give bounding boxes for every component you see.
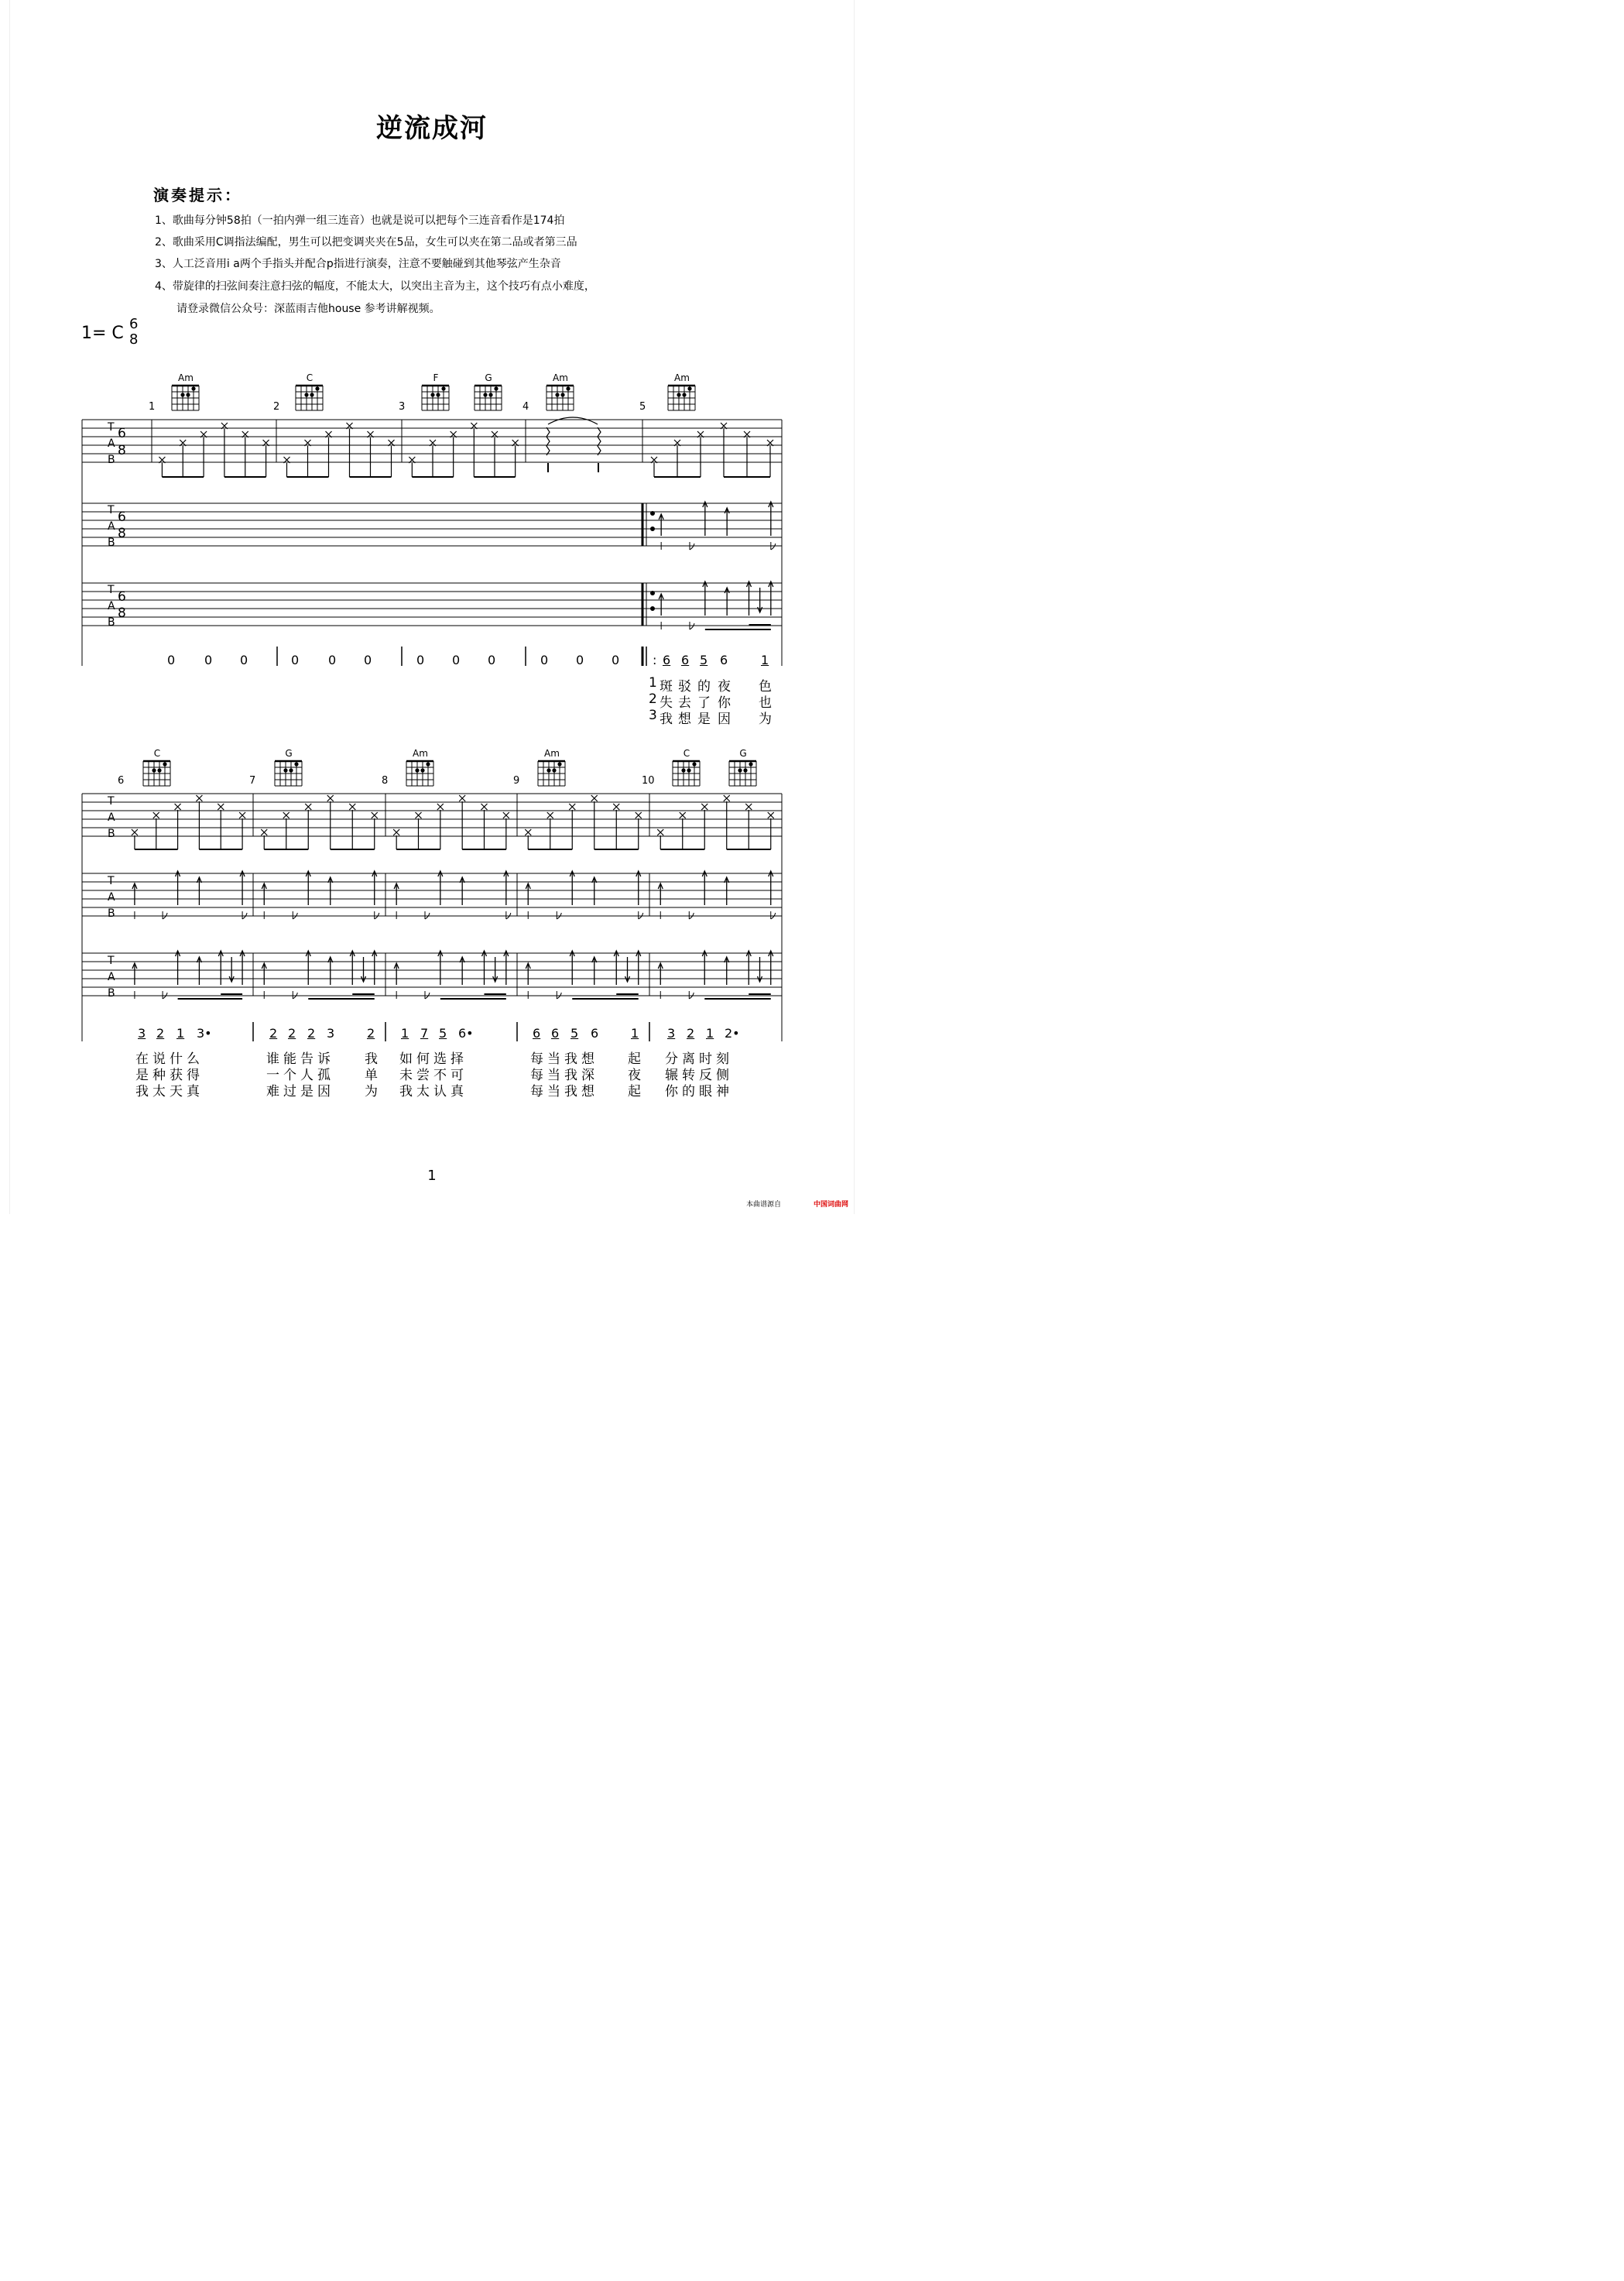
finger-dot xyxy=(157,768,161,772)
tab-time-top: 6 xyxy=(118,509,126,525)
jianpu-note: 0 xyxy=(488,653,496,667)
repeat-sign: : xyxy=(653,653,657,667)
tab-time-bottom: 8 xyxy=(118,443,126,458)
finger-dot xyxy=(441,386,445,390)
lyric-phrase: 每当我想 xyxy=(530,1084,598,1099)
jianpu-note: 2• xyxy=(725,1026,740,1041)
page-number: 1 xyxy=(427,1168,437,1184)
tab-note-x xyxy=(283,812,290,818)
tab-letter: A xyxy=(108,520,115,533)
lyric-phrase: 分离时刻 xyxy=(665,1051,733,1067)
jianpu-note: 5 xyxy=(700,653,708,667)
tip-item: 请登录微信公众号：深蓝雨吉他house 参考讲解视频。 xyxy=(176,303,440,315)
tab-letter: A xyxy=(108,811,115,824)
jianpu-note: 3• xyxy=(197,1026,212,1041)
flag xyxy=(690,623,694,629)
key-signature: 1= C xyxy=(81,324,124,343)
tab-note-x xyxy=(305,804,311,810)
chord-name: C xyxy=(683,748,690,759)
chord-diagram-c xyxy=(673,748,700,786)
lyric-char: 是 xyxy=(697,712,711,727)
lyric-char: 为 xyxy=(759,712,772,727)
finger-dot xyxy=(738,768,742,772)
flag xyxy=(690,544,694,550)
tab-note-x xyxy=(569,804,575,810)
finger-dot xyxy=(163,762,166,766)
lyric-phrase: 是种获得 xyxy=(135,1068,204,1083)
finger-dot xyxy=(191,386,195,390)
tab-time-bottom: 8 xyxy=(118,605,126,621)
finger-dot xyxy=(743,768,747,772)
tab-note-x xyxy=(613,804,619,810)
tab-letter: B xyxy=(108,616,115,629)
tab-letter: B xyxy=(108,987,115,1000)
time-signature-bottom: 8 xyxy=(129,331,139,348)
jianpu-note: 6• xyxy=(458,1026,474,1041)
finger-dot xyxy=(152,768,156,772)
tab-note-x xyxy=(701,804,708,810)
finger-dot xyxy=(555,393,559,396)
rolled-chord xyxy=(598,427,601,455)
lyric-phrase: 为 xyxy=(365,1084,378,1099)
tab-letter: B xyxy=(108,454,115,466)
jianpu-note: 1 xyxy=(176,1026,185,1041)
chord-name: G xyxy=(285,748,293,759)
finger-dot xyxy=(315,386,319,390)
score-system-1 xyxy=(0,364,864,728)
tab-letter: A xyxy=(108,600,115,612)
jianpu-note: 1 xyxy=(761,653,769,667)
jianpu-note: 0 xyxy=(452,653,461,667)
lyric-char: 你 xyxy=(718,695,731,711)
lyric-phrase: 起 xyxy=(628,1051,641,1067)
tab-time-top: 6 xyxy=(118,589,126,605)
tab-note-x xyxy=(481,804,488,810)
verse-number: 1 xyxy=(649,675,657,691)
tab-note-x xyxy=(153,812,159,818)
tab-letters-2 xyxy=(107,504,126,629)
finger-dot xyxy=(677,393,680,396)
footer-source-label: 本曲谱源自 xyxy=(746,1201,782,1209)
chord-diagram-am xyxy=(538,748,565,786)
jianpu-note: 2 xyxy=(367,1026,375,1041)
jianpu-note: 1 xyxy=(631,1026,639,1041)
measure-number: 10 xyxy=(642,775,655,787)
jianpu-note: 0 xyxy=(291,653,300,667)
jianpu-note: 0 xyxy=(416,653,425,667)
chord-diagram-g xyxy=(275,748,302,786)
tip-item: 1、歌曲每分钟58拍（一拍内弹一组三连音）也就是说可以把每个三连音看作是174拍 xyxy=(155,214,565,227)
time-signature-top: 6 xyxy=(129,316,139,332)
tab-note-x xyxy=(218,804,224,810)
tab-note-x xyxy=(393,829,399,835)
tab-note-x xyxy=(239,812,245,818)
jianpu-note: 6 xyxy=(720,653,728,667)
tab-note-x xyxy=(591,795,598,801)
lyric-phrase: 每当我想 xyxy=(530,1051,598,1067)
chord-name: G xyxy=(739,748,747,759)
lyric-char: 想 xyxy=(678,712,691,727)
tab-note-x xyxy=(547,812,553,818)
strum-staff-1 xyxy=(82,503,782,626)
finger-dot xyxy=(546,768,550,772)
tab-letter: A xyxy=(108,971,115,983)
finger-dot xyxy=(310,393,313,396)
tab-letter: A xyxy=(108,437,115,450)
lyric-phrase: 我 xyxy=(365,1051,378,1067)
jianpu-note: 0 xyxy=(364,653,372,667)
lyric-char: 去 xyxy=(678,695,691,711)
lyric-phrase: 如何选择 xyxy=(399,1051,468,1067)
jianpu-note: 3 xyxy=(667,1026,676,1041)
measure-numbers xyxy=(118,775,655,787)
lyric-char: 了 xyxy=(697,695,711,711)
lyric-char: 也 xyxy=(759,695,772,711)
tab-letter: B xyxy=(108,828,115,840)
tie-curve xyxy=(548,417,598,424)
tab-note-x xyxy=(525,829,531,835)
tip-item: 3、人工泛音用i a两个手指头并配合p指进行演奏，注意不要触碰到其他琴弦产生杂音 xyxy=(155,258,561,270)
finger-dot xyxy=(681,768,685,772)
finger-dot xyxy=(566,386,570,390)
measure-number: 1 xyxy=(149,401,156,413)
tab-note-x xyxy=(437,804,444,810)
lyric-char: 斑 xyxy=(660,679,673,695)
repeat-dot xyxy=(651,527,655,531)
tab-letter: T xyxy=(108,421,115,434)
tab-letter: T xyxy=(108,795,115,808)
tab-letter: T xyxy=(108,504,115,516)
measure-number: 2 xyxy=(273,401,280,413)
chord-diagrams xyxy=(172,372,695,410)
tab-note-x xyxy=(261,829,267,835)
arpeggio-pattern xyxy=(159,417,773,477)
measure-number: 4 xyxy=(522,401,529,413)
chord-diagram-am xyxy=(172,372,199,410)
chord-name: Am xyxy=(413,748,428,759)
finger-dot xyxy=(557,762,561,766)
chord-name: C xyxy=(153,748,161,759)
footer-site-name: 中国词曲网 xyxy=(814,1201,849,1209)
jianpu-note: 5 xyxy=(439,1026,447,1041)
rolled-chord xyxy=(546,427,550,455)
tab-note-x xyxy=(768,812,774,818)
jianpu-note: 2 xyxy=(687,1026,695,1041)
tab-time-bottom: 8 xyxy=(118,526,126,541)
arpeggio-pattern xyxy=(132,795,774,849)
tab-note-x xyxy=(657,829,663,835)
tab-note-x xyxy=(636,812,642,818)
finger-dot xyxy=(180,393,184,396)
strum-pattern xyxy=(651,502,776,629)
finger-dot xyxy=(552,768,556,772)
lyric-phrase: 我太天真 xyxy=(135,1084,204,1099)
chord-name: G xyxy=(485,372,492,383)
flag xyxy=(771,544,776,550)
finger-dot xyxy=(289,768,293,772)
lyric-phrase: 你的眼神 xyxy=(665,1084,733,1099)
chord-diagram-am xyxy=(668,372,695,410)
tab-note-x xyxy=(349,804,355,810)
chord-diagram-f xyxy=(422,372,449,410)
chord-diagram-c xyxy=(143,748,170,786)
jianpu-note: 7 xyxy=(420,1026,429,1041)
tab-letter: T xyxy=(108,875,115,887)
tab-note-x xyxy=(459,795,465,801)
jianpu-note: 0 xyxy=(576,653,584,667)
jianpu-note: 1 xyxy=(706,1026,714,1041)
jianpu-note: 2 xyxy=(288,1026,296,1041)
finger-dot xyxy=(682,393,686,396)
tab-letter: A xyxy=(108,891,115,904)
jianpu-note: 6 xyxy=(591,1026,599,1041)
chord-name: Am xyxy=(674,372,690,383)
chord-diagram-am xyxy=(546,372,574,410)
song-title: 逆流成河 xyxy=(376,113,488,144)
lyric-phrase: 我太认真 xyxy=(399,1084,468,1099)
chord-name: F xyxy=(433,372,439,383)
tab-letter: B xyxy=(108,907,115,920)
jianpu-note: 3 xyxy=(327,1026,335,1041)
tab-note-x xyxy=(132,829,138,835)
lyric-phrase: 一个人孤 xyxy=(266,1068,334,1083)
jianpu-note: 0 xyxy=(540,653,549,667)
chord-diagram-c xyxy=(296,372,323,410)
lyric-char: 失 xyxy=(660,695,673,711)
verse-number: 2 xyxy=(649,691,657,707)
repeat-dot xyxy=(651,607,655,611)
tip-item: 2、歌曲采用C调指法编配，男生可以把变调夹夹在5品，女生可以夹在第二品或者第三品 xyxy=(155,236,577,249)
tab-note-x xyxy=(416,812,422,818)
tab-note-x xyxy=(503,812,509,818)
finger-dot xyxy=(749,762,752,766)
tab-note-x xyxy=(724,795,730,801)
measure-number: 6 xyxy=(118,775,125,787)
chord-name: Am xyxy=(178,372,194,383)
lyric-phrase: 起 xyxy=(628,1084,641,1099)
finger-dot xyxy=(304,393,308,396)
lyric-char: 色 xyxy=(759,679,772,695)
measure-number: 3 xyxy=(399,401,406,413)
lyric-phrase: 辗转反侧 xyxy=(665,1068,733,1083)
chord-diagram-am xyxy=(406,748,433,786)
jianpu-note: 3 xyxy=(138,1026,146,1041)
tip-item: 4、带旋律的扫弦间奏注意扫弦的幅度，不能太大，以突出主音为主，这个技巧有点小难度， xyxy=(155,280,595,293)
finger-dot xyxy=(488,393,492,396)
finger-dot xyxy=(560,393,564,396)
lyric-char: 驳 xyxy=(678,679,691,695)
finger-dot xyxy=(426,762,430,766)
tab-note-x xyxy=(372,812,378,818)
lyric-char: 我 xyxy=(660,712,673,727)
measure-number: 7 xyxy=(249,775,256,787)
verse-number: 3 xyxy=(649,708,657,723)
tab-note-x xyxy=(196,795,202,801)
chord-diagrams xyxy=(143,748,756,786)
measure-number: 9 xyxy=(513,775,520,787)
jianpu-note: 2 xyxy=(156,1026,165,1041)
finger-dot xyxy=(483,393,487,396)
measure-number: 5 xyxy=(639,401,646,413)
finger-dot xyxy=(687,386,691,390)
measure-number: 8 xyxy=(382,775,389,787)
finger-dot xyxy=(430,393,434,396)
finger-dot xyxy=(494,386,498,390)
tab-note-x xyxy=(745,804,752,810)
lyric-phrase: 未尝不可 xyxy=(399,1068,468,1083)
finger-dot xyxy=(294,762,298,766)
jianpu-note: 2 xyxy=(307,1026,316,1041)
finger-dot xyxy=(186,393,190,396)
lyric-char: 夜 xyxy=(718,679,731,695)
tab-letters xyxy=(107,795,115,1000)
lyric-phrase: 单 xyxy=(365,1068,378,1083)
repeat-dot xyxy=(651,512,655,516)
tab-staff-1 xyxy=(82,794,782,1041)
tab-note-x xyxy=(680,812,686,818)
lyric-char: 的 xyxy=(697,679,711,695)
tab-letter: T xyxy=(108,955,115,967)
jianpu-note: 0 xyxy=(328,653,337,667)
chord-name: C xyxy=(306,372,313,383)
jianpu-note: 6 xyxy=(533,1026,541,1041)
tab-letter: T xyxy=(108,584,115,596)
chord-name: Am xyxy=(553,372,568,383)
jianpu-note: 6 xyxy=(551,1026,560,1041)
tab-letter: B xyxy=(108,537,115,549)
finger-dot xyxy=(283,768,287,772)
finger-dot xyxy=(415,768,419,772)
lyric-phrase: 难过是因 xyxy=(266,1084,334,1099)
finger-dot xyxy=(420,768,424,772)
jianpu-note: 2 xyxy=(269,1026,278,1041)
tab-note-x xyxy=(327,795,334,801)
chord-diagram-g xyxy=(475,372,502,410)
repeat-dot xyxy=(651,592,655,595)
chord-diagram-g xyxy=(729,748,756,786)
finger-dot xyxy=(687,768,690,772)
tips-heading: 演奏提示： xyxy=(153,186,242,204)
chord-name: Am xyxy=(544,748,560,759)
jianpu-note: 6 xyxy=(663,653,671,667)
tab-time-top: 6 xyxy=(118,426,126,441)
lyric-phrase: 夜 xyxy=(628,1068,641,1083)
lyric-char: 因 xyxy=(718,712,731,727)
lyric-phrase: 谁能告诉 xyxy=(266,1051,334,1067)
jianpu-note: 0 xyxy=(204,653,213,667)
jianpu-note: 5 xyxy=(570,1026,579,1041)
jianpu-note: 0 xyxy=(167,653,176,667)
jianpu-note: 6 xyxy=(681,653,690,667)
lyric-phrase: 在说什么 xyxy=(135,1051,204,1067)
lyric-phrase: 每当我深 xyxy=(530,1068,598,1083)
jianpu-note: 0 xyxy=(240,653,248,667)
tab-note-x xyxy=(175,804,181,810)
measure-numbers xyxy=(149,401,646,413)
jianpu-note: 0 xyxy=(612,653,620,667)
finger-dot xyxy=(436,393,440,396)
finger-dot xyxy=(692,762,696,766)
jianpu-note: 1 xyxy=(401,1026,409,1041)
